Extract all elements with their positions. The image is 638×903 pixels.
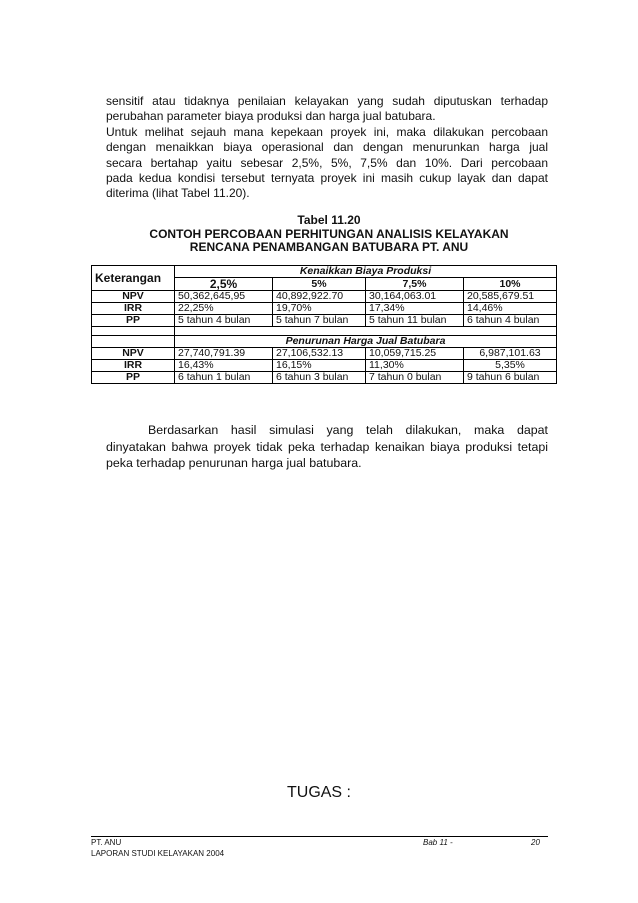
table-row bbox=[92, 348, 557, 360]
table-cell: 16,15% bbox=[273, 360, 366, 372]
blank-row bbox=[92, 327, 557, 336]
table-cell: 16,43% bbox=[175, 360, 273, 372]
table-cell: 14,46% bbox=[464, 303, 557, 315]
empty-cell bbox=[92, 336, 175, 348]
row-label: IRR bbox=[92, 360, 175, 372]
table-cell: 27,106,532.13 bbox=[273, 348, 366, 360]
table-cell: 5 tahun 7 bulan bbox=[273, 315, 366, 327]
intro-line: Untuk melihat sejauh mana kepekaan proyek ini, maka dilakukan percobaan bbox=[106, 124, 548, 139]
table-caption bbox=[95, 214, 563, 255]
footer-report: LAPORAN STUDI KELAYAKAN 2004 bbox=[91, 849, 225, 858]
table-cell: 20,585,679.51 bbox=[464, 291, 557, 303]
row-label: NPV bbox=[92, 291, 175, 303]
table-row bbox=[92, 315, 557, 327]
table-cell: 27,740,791.39 bbox=[175, 348, 273, 360]
intro-line: pada kedua kondisi tersebut ternyata proyek ini masih cukup layak dan dapat bbox=[106, 171, 548, 186]
conclusion-line: Berdasarkan hasil simulasi yang telah dilakukan, maka dapat bbox=[148, 423, 548, 437]
conclusion-paragraph bbox=[106, 422, 548, 472]
footer-chapter: Bab 11 - bbox=[423, 838, 453, 847]
section-title-kenaikan: Kenaikkan Biaya Produksi bbox=[175, 266, 557, 278]
table-cell: 40,892,922.70 bbox=[273, 291, 366, 303]
pct-header: 2,5% bbox=[175, 278, 273, 291]
table-cell: 11,30% bbox=[366, 360, 464, 372]
row-label: PP bbox=[92, 315, 175, 327]
footer-company: PT. ANU bbox=[91, 838, 122, 847]
table-cell: 22,25% bbox=[175, 303, 273, 315]
pct-header: 7,5% bbox=[366, 278, 464, 291]
conclusion-line: dinyatakan bahwa proyek tidak peka terhadap kenaikan biaya produksi tetapi bbox=[106, 439, 548, 454]
footer-page-number: 20 bbox=[531, 838, 540, 847]
intro-line: perubahan parameter biaya produksi dan harga jual batubara. bbox=[106, 109, 436, 124]
intro-line: dengan menaikkan biaya operasional dan dengan menurunkan harga jual bbox=[106, 140, 548, 155]
table-cell: 19,70% bbox=[273, 303, 366, 315]
intro-line: secara bertahap yaitu sebesar 2,5%, 5%, 7,5% dan 10%. Dari percobaan bbox=[106, 155, 548, 170]
intro-line: sensitif atau tidaknya penilaian kelayakan yang sudah diputuskan terhadap bbox=[106, 94, 548, 108]
table-cell: 7 tahun 0 bulan bbox=[366, 372, 464, 384]
pct-header: 5% bbox=[273, 278, 366, 291]
row-label: PP bbox=[92, 372, 175, 384]
row-label: NPV bbox=[92, 348, 175, 360]
table-number: Tabel 11.20 bbox=[297, 213, 361, 227]
table-cell: 6 tahun 3 bulan bbox=[273, 372, 366, 384]
footer-divider bbox=[91, 836, 548, 837]
table-cell: 5 tahun 4 bulan bbox=[175, 315, 273, 327]
table-cell: 10,059,715.25 bbox=[366, 348, 464, 360]
table-cell: 6 tahun 4 bulan bbox=[464, 315, 557, 327]
table-cell: 5,35% bbox=[464, 360, 557, 372]
table-row bbox=[92, 291, 557, 303]
sensitivity-table bbox=[91, 265, 557, 384]
intro-paragraph bbox=[106, 94, 548, 202]
table-row bbox=[92, 360, 557, 372]
tugas-heading: TUGAS : bbox=[286, 784, 351, 801]
pct-header: 10% bbox=[464, 278, 557, 291]
table-cell: 6,987,101.63 bbox=[464, 348, 557, 360]
table-row bbox=[92, 372, 557, 384]
table-cell: 6 tahun 1 bulan bbox=[175, 372, 273, 384]
conclusion-line: peka terhadap penurunan harga jual batubara. bbox=[106, 456, 362, 470]
table-cell: 9 tahun 6 bulan bbox=[464, 372, 557, 384]
intro-line: diterima (lihat Tabel 11.20). bbox=[106, 186, 250, 201]
row-label: IRR bbox=[92, 303, 175, 315]
table-cell: 17,34% bbox=[366, 303, 464, 315]
table-row bbox=[92, 303, 557, 315]
keterangan-header: Keterangan bbox=[92, 266, 175, 291]
section-title-penurunan: Penurunan Harga Jual Batubara bbox=[175, 336, 557, 348]
table-title-line1: CONTOH PERCOBAAN PERHITUNGAN ANALISIS KELAYAKAN bbox=[149, 226, 509, 241]
table-cell: 30,164,063.01 bbox=[366, 291, 464, 303]
table-cell: 5 tahun 11 bulan bbox=[366, 315, 464, 327]
table-cell: 50,362,645,95 bbox=[175, 291, 273, 303]
table-title-line2: RENCANA PENAMBANGAN BATUBARA PT. ANU bbox=[189, 240, 469, 254]
